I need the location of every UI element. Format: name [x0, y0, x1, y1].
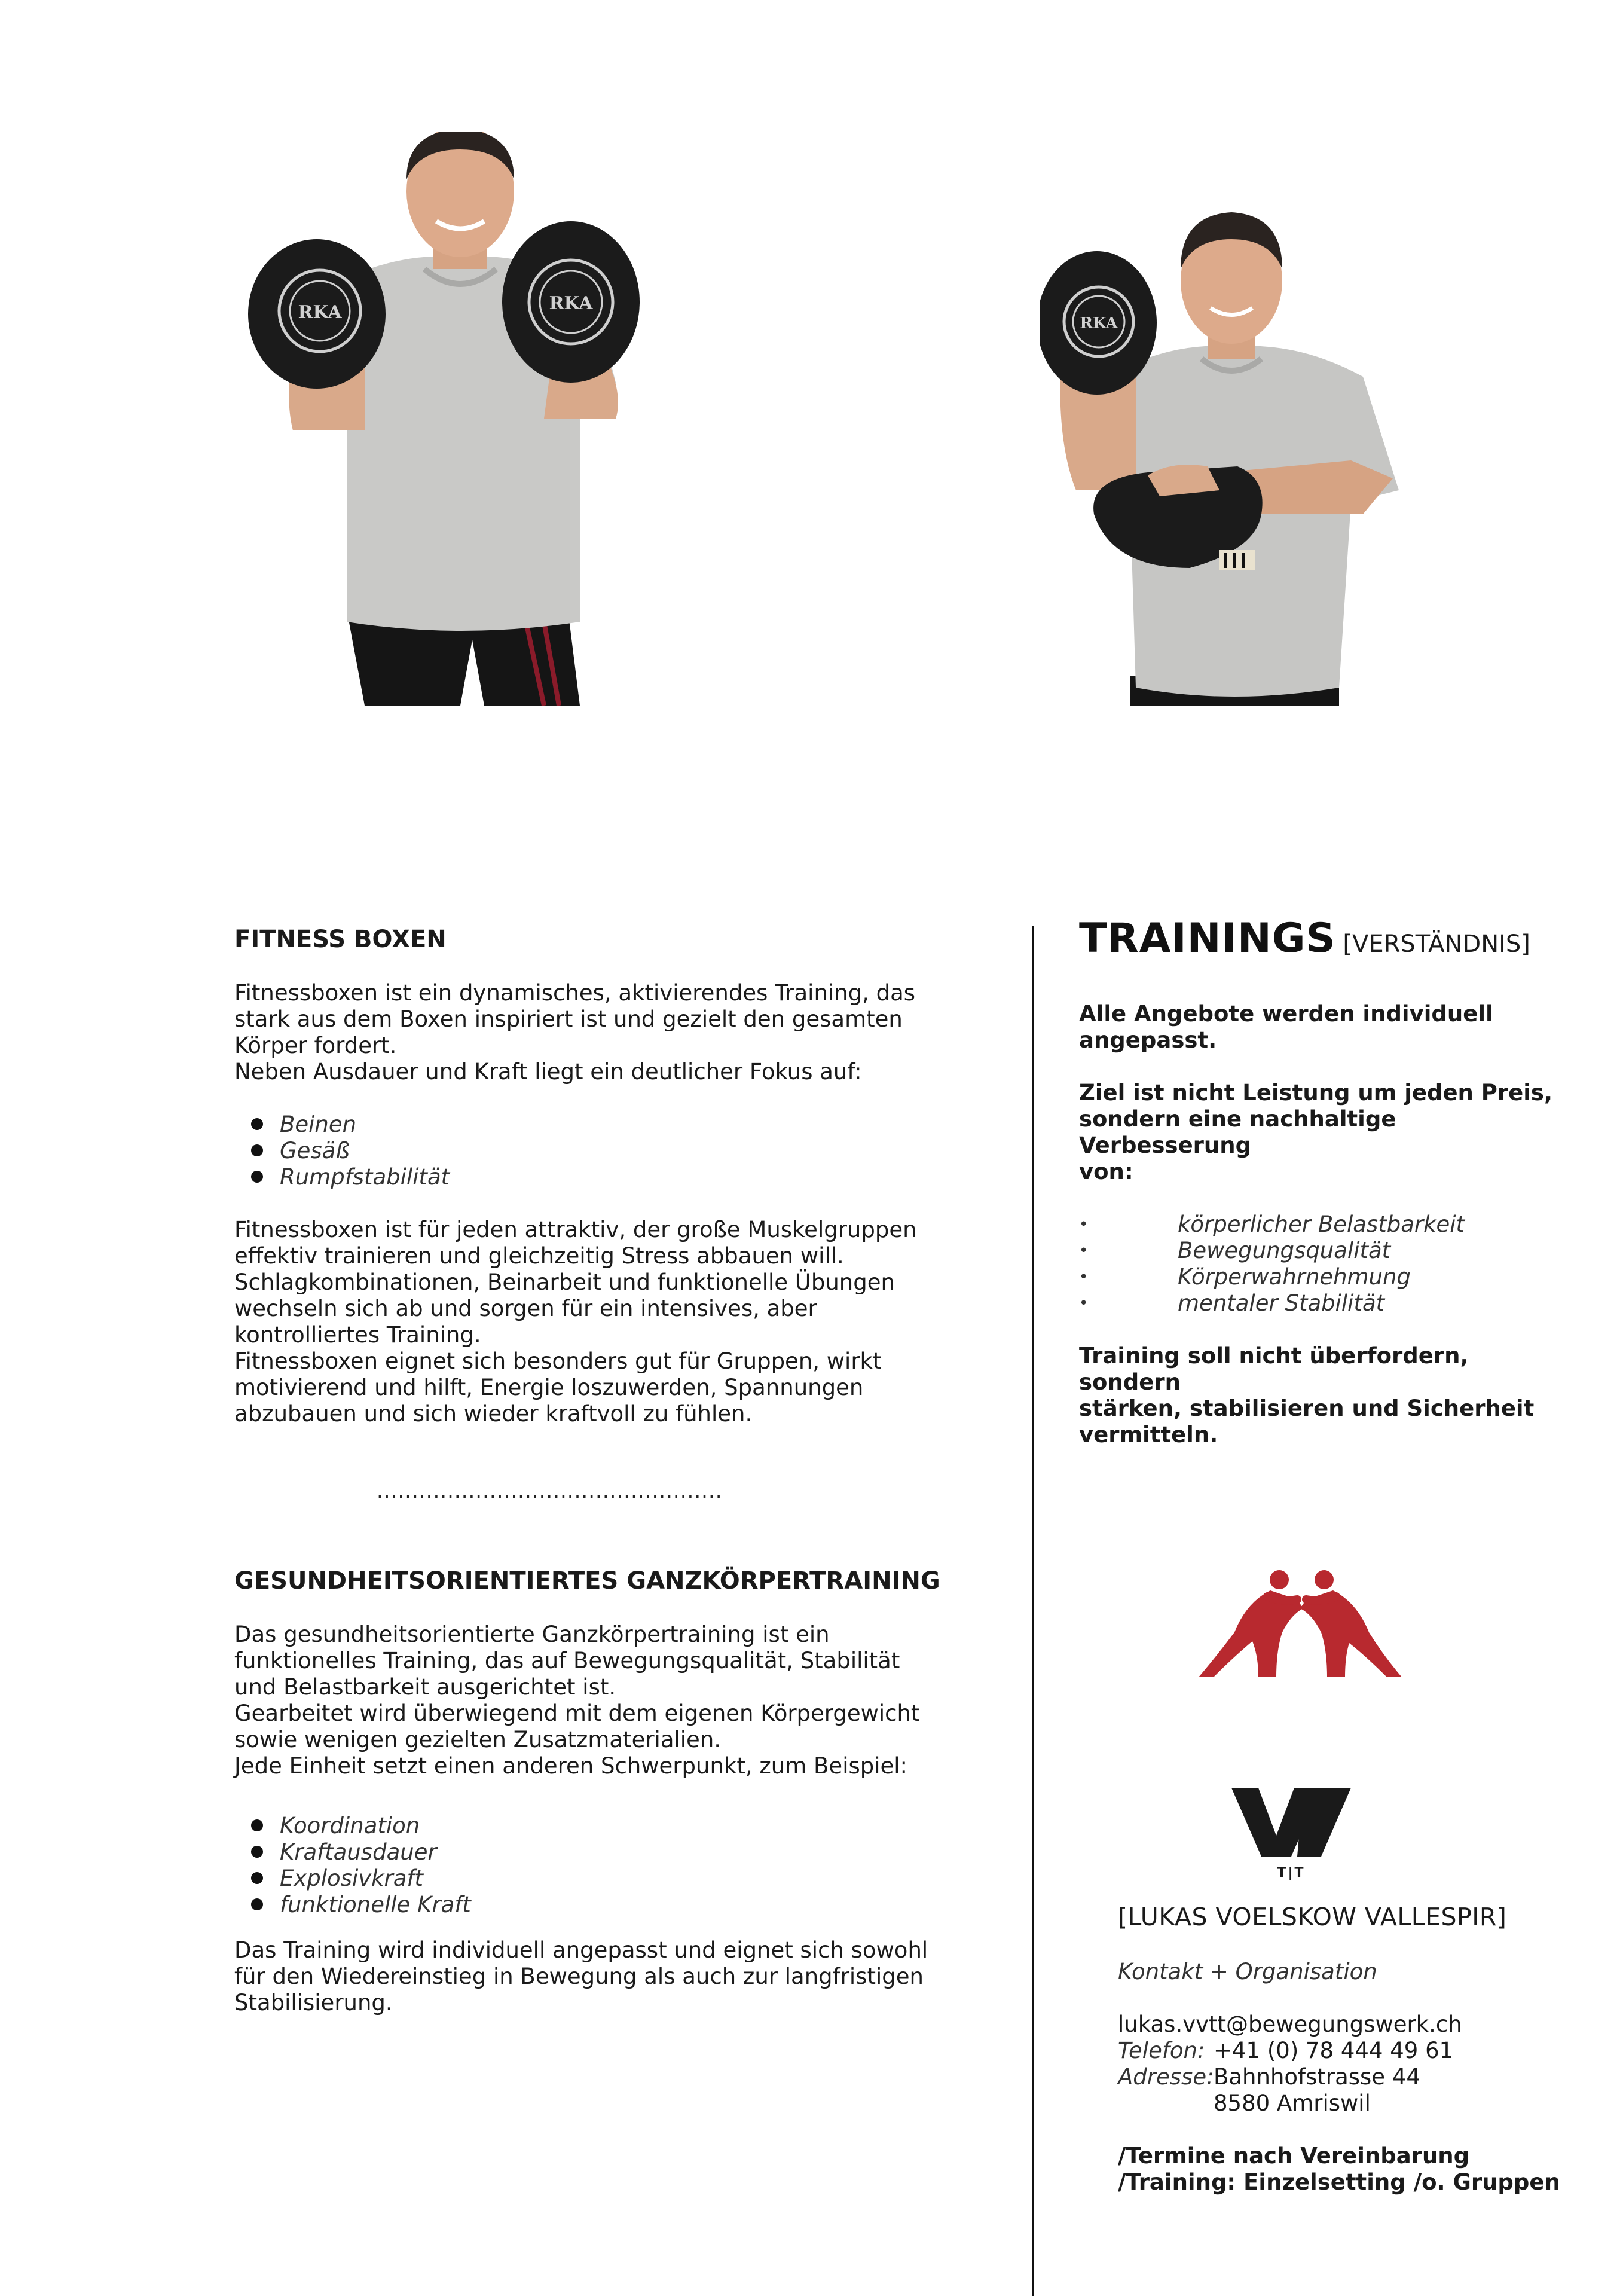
- address-indent: [1118, 2090, 1214, 2117]
- photo-boxer-side: [1040, 179, 1417, 706]
- list-item: funktionelle Kraft: [251, 1892, 952, 1918]
- svg-text:RKA: RKA: [298, 302, 342, 323]
- goals-list: [1079, 1211, 1569, 1317]
- trainings-heading: [1079, 915, 1569, 962]
- list-item: Gesäß: [251, 1138, 952, 1164]
- list-item: • Bewegungsqualität: [1079, 1238, 1569, 1264]
- contact-note-appointments: /Termine nach Vereinbarung: [1118, 2143, 1470, 2169]
- contact-address-row-2: [1118, 2090, 1572, 2117]
- contact-block: [1118, 1901, 1572, 2196]
- ganzkoerper-intro: Das gesundheitsorientierte Ganzkörpertraining ist ein funktionelles Training, das auf Bewegungsqualität, Stabilität und Belastbarkeit ausgerichtet ist. Gearbeitet wird überwiegend mit dem eigenen Körpergewicht sowie wenigen gezielten Zusatzmaterialien. Jede Einheit setzt einen anderen Schwerpunkt, zum Beispiel:: [234, 1622, 920, 1779]
- trainings-subtitle: [VERSTÄNDNIS]: [1343, 930, 1530, 958]
- trainings-p2: Ziel ist nicht Leistung um jeden Preis, sondern eine nachhaltige Verbesserung von:: [1079, 1080, 1552, 1184]
- fitness-boxen-body: Fitnessboxen ist für jeden attraktiv, der große Muskelgruppen effektiv trainieren und gleichzeitig Stress abbauen will. Schlagkombinationen, Beinarbeit und funktionelle Übungen wechseln sich ab und sorgen für ein intensives, aber kontrolliertes Training. Fitnessboxen eignet sich besonders gut für Gruppen, wirkt motivierend und hilft, Energie loszuwerden, Spannungen abzubauen und sich wieder kraftvoll zu fühlen.: [234, 1217, 917, 1427]
- contact-name: [LUKAS VOELSKOW VALLESPIR]: [1118, 1903, 1507, 1931]
- contact-address-row: [1118, 2064, 1572, 2090]
- list-item: Explosivkraft: [251, 1866, 952, 1892]
- contact-note-setting: /Training: Einzelsetting /o. Gruppen: [1118, 2169, 1560, 2195]
- fitness-boxen-intro: Fitnessboxen ist ein dynamisches, aktivierendes Training, das stark aus dem Boxen inspiriert ist und gezielt den gesamten Körper fordert. Neben Ausdauer und Kraft liegt ein deutlicher Fokus auf:: [234, 980, 916, 1085]
- fitness-boxen-section: [234, 925, 952, 1427]
- photo-boxer-front: [245, 132, 676, 706]
- column-divider: [1032, 926, 1034, 2296]
- contact-phone-row: [1118, 2038, 1572, 2064]
- boxer-side-illustration: [1040, 179, 1417, 706]
- list-item: Kraftausdauer: [251, 1839, 952, 1866]
- list-item: Rumpfstabilität: [251, 1164, 952, 1190]
- contact-email[interactable]: lukas.vvtt@bewegungswerk.ch: [1118, 2011, 1462, 2037]
- address-line2: 8580 Amriswil: [1214, 2090, 1371, 2116]
- list-item: Beinen: [251, 1112, 952, 1138]
- wrestlers-logo-icon: [1193, 1567, 1408, 1686]
- trainings-p3: Training soll nicht überfordern, sondern stärken, stabilisieren und Sicherheit vermitteln.: [1079, 1343, 1535, 1448]
- svg-text:RKA: RKA: [549, 293, 593, 314]
- fitness-boxen-title: FITNESS BOXEN: [234, 926, 447, 953]
- contact-section-label: Kontakt + Organisation: [1118, 1959, 1377, 1984]
- dotted-separator: .................................................: [377, 1479, 723, 1503]
- vv-monogram-logo-icon: [1231, 1788, 1351, 1883]
- vv-logo-subtext: T|T: [1277, 1866, 1306, 1880]
- ganzkoerper-section: [234, 1567, 952, 2016]
- trainings-section: [1079, 915, 1569, 1448]
- list-item: • körperlicher Belastbarkeit: [1079, 1211, 1569, 1238]
- boxer-front-illustration: [245, 132, 676, 706]
- phone-label: Telefon:: [1118, 2038, 1205, 2063]
- contact-phone[interactable]: +41 (0) 78 444 49 61: [1214, 2038, 1454, 2063]
- svg-text:RKA: RKA: [1080, 315, 1118, 332]
- trainings-title: TRAININGS: [1079, 915, 1336, 962]
- ganzkoerper-title: GESUNDHEITSORIENTIERTES GANZKÖRPERTRAINING: [234, 1567, 940, 1595]
- ganzkoerper-outro: Das Training wird individuell angepasst und eignet sich sowohl für den Wiedereinstieg in Bewegung als auch zur langfristigen Stabilisierung.: [234, 1937, 928, 2016]
- focus-list: [234, 1112, 952, 1190]
- list-item: • Körperwahrnehmung: [1079, 1264, 1569, 1290]
- address-label: Adresse:: [1118, 2064, 1214, 2090]
- trainings-p1: Alle Angebote werden individuell angepasst.: [1079, 1001, 1493, 1053]
- list-item: Koordination: [251, 1813, 952, 1839]
- list-item: • mentaler Stabilität: [1079, 1290, 1569, 1317]
- address-line1: Bahnhofstrasse 44: [1214, 2064, 1420, 2090]
- examples-list: [234, 1813, 952, 1918]
